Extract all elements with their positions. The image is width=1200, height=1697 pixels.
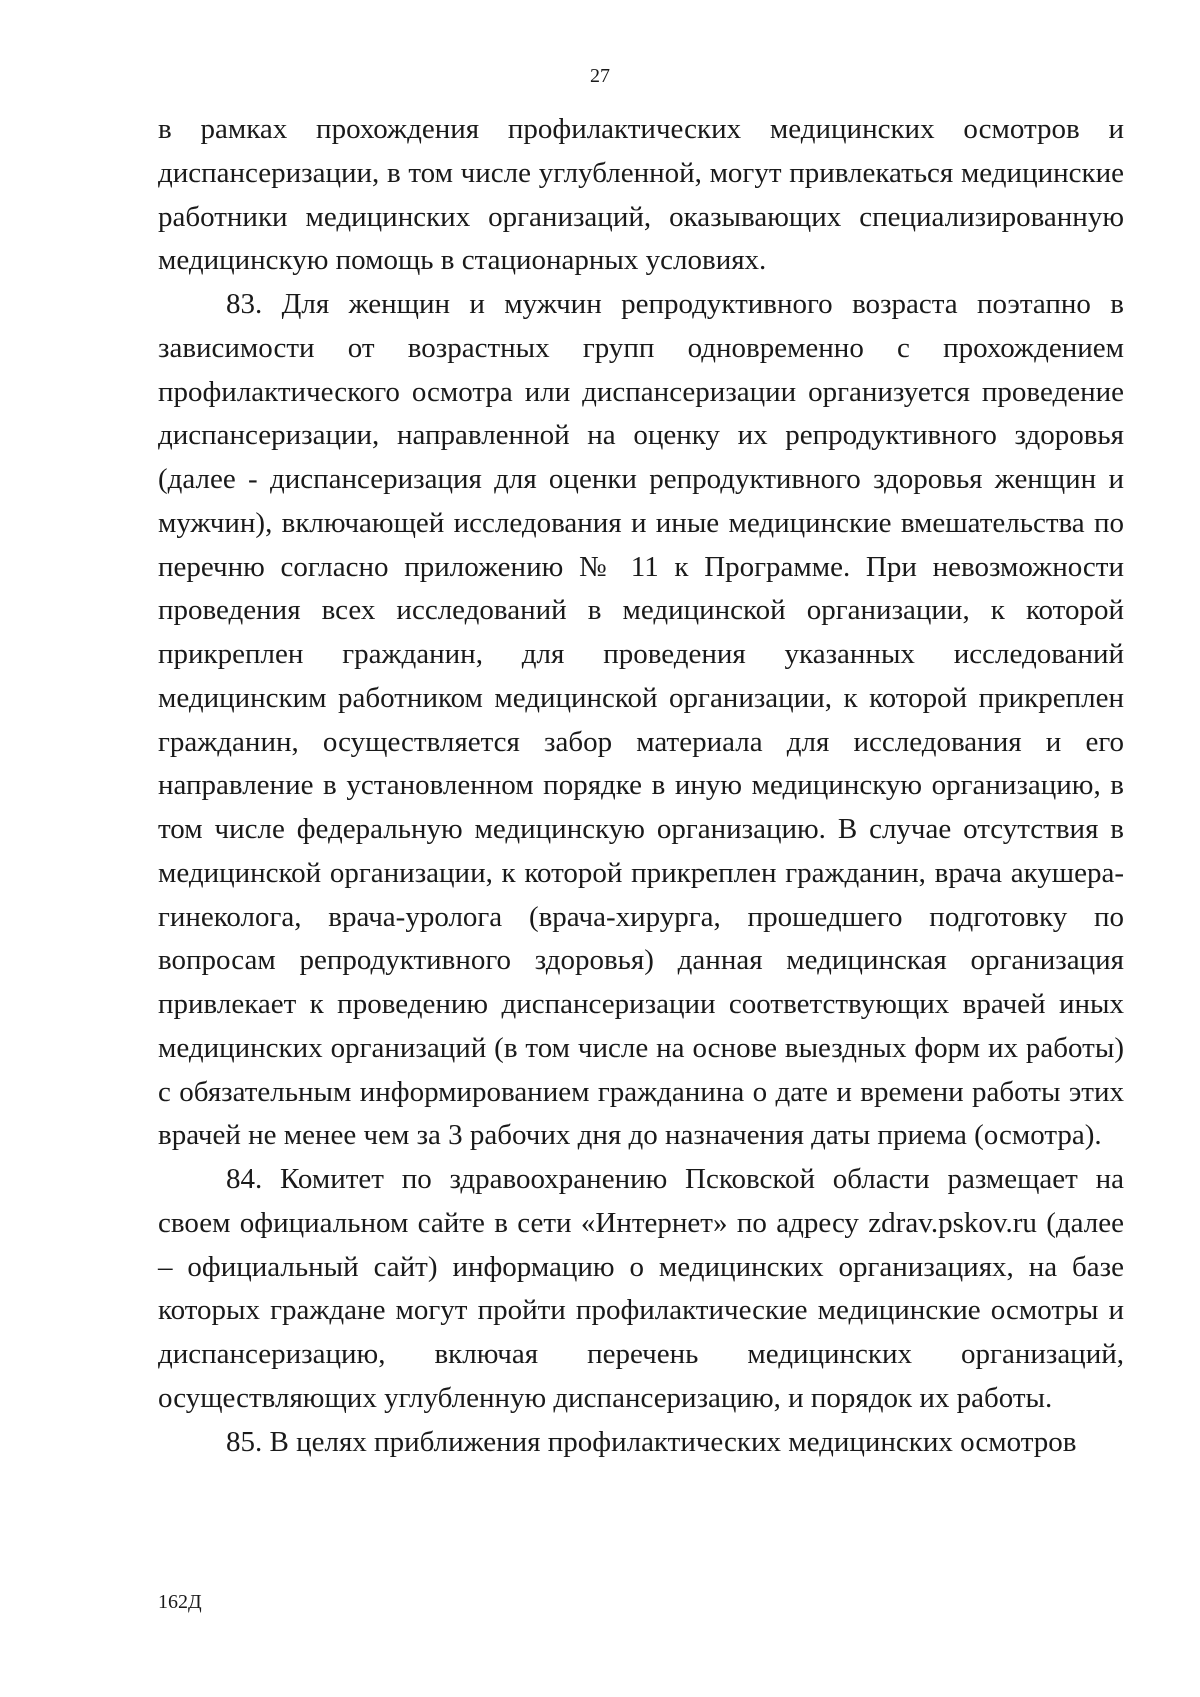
paragraph-84: 84. Комитет по здравоохранению Псковской области размещает на своем официальном сайте в сети «Интернет» по адресу zdrav.pskov.ru (далее – официальный сайт) информацию о медицинских организациях, на базе которых граждане могут пройти профилактические медицинские осмотры и диспансеризацию, включая перечень медицинских организаций, осуществляющих углубленную диспансеризацию, и порядок их работы.	[158, 1163, 1124, 1414]
document-code: 162Д	[158, 1591, 202, 1613]
document-body	[158, 108, 1124, 1464]
paragraph-85: 85. В целях приближения профилактических медицинских осмотров	[226, 1425, 1077, 1458]
paragraph-83: 83. Для женщин и мужчин репродуктивного возраста поэтапно в зависимости от возрастных групп одновременно с прохождением профилактического осмотра или диспансеризации организуется проведение диспансеризации, направленной на оценку их репродуктивного здоровья (далее - диспансеризация для оценки репродуктивного здоровья женщин и мужчин), включающей исследования и иные медицинские вмешательства по перечню согласно приложению № 11 к Программе. При невозможности проведения всех исследований в медицинской организации, к которой прикреплен гражданин, для проведения указанных исследований медицинским работником медицинской организации, к которой прикреплен гражданин, осуществляется забор материала для исследования и его направление в установленном порядке в иную медицинскую организацию, в том числе федеральную медицинскую организацию. В случае отсутствия в медицинской организации, к которой прикреплен гражданин, врача акушера-гинеколога, врача-уролога (врача-хирурга, прошедшего подготовку по вопросам репродуктивного здоровья) данная медицинская организация привлекает к проведению диспансеризации соответствующих врачей иных медицинских организаций (в том числе на основе выездных форм их работы) с обязательным информированием гражданина о дате и времени работы этих врачей не менее чем за 3 рабочих дня до назначения даты приема (осмотра).	[158, 288, 1124, 1152]
page-number: 27	[590, 65, 610, 87]
paragraph-continued: в рамках прохождения профилактических медицинских осмотров и диспансеризации, в том числе углубленной, могут привлекаться медицинские работники медицинских организаций, оказывающих специализированную медицинскую помощь в стационарных условиях.	[158, 113, 1124, 277]
